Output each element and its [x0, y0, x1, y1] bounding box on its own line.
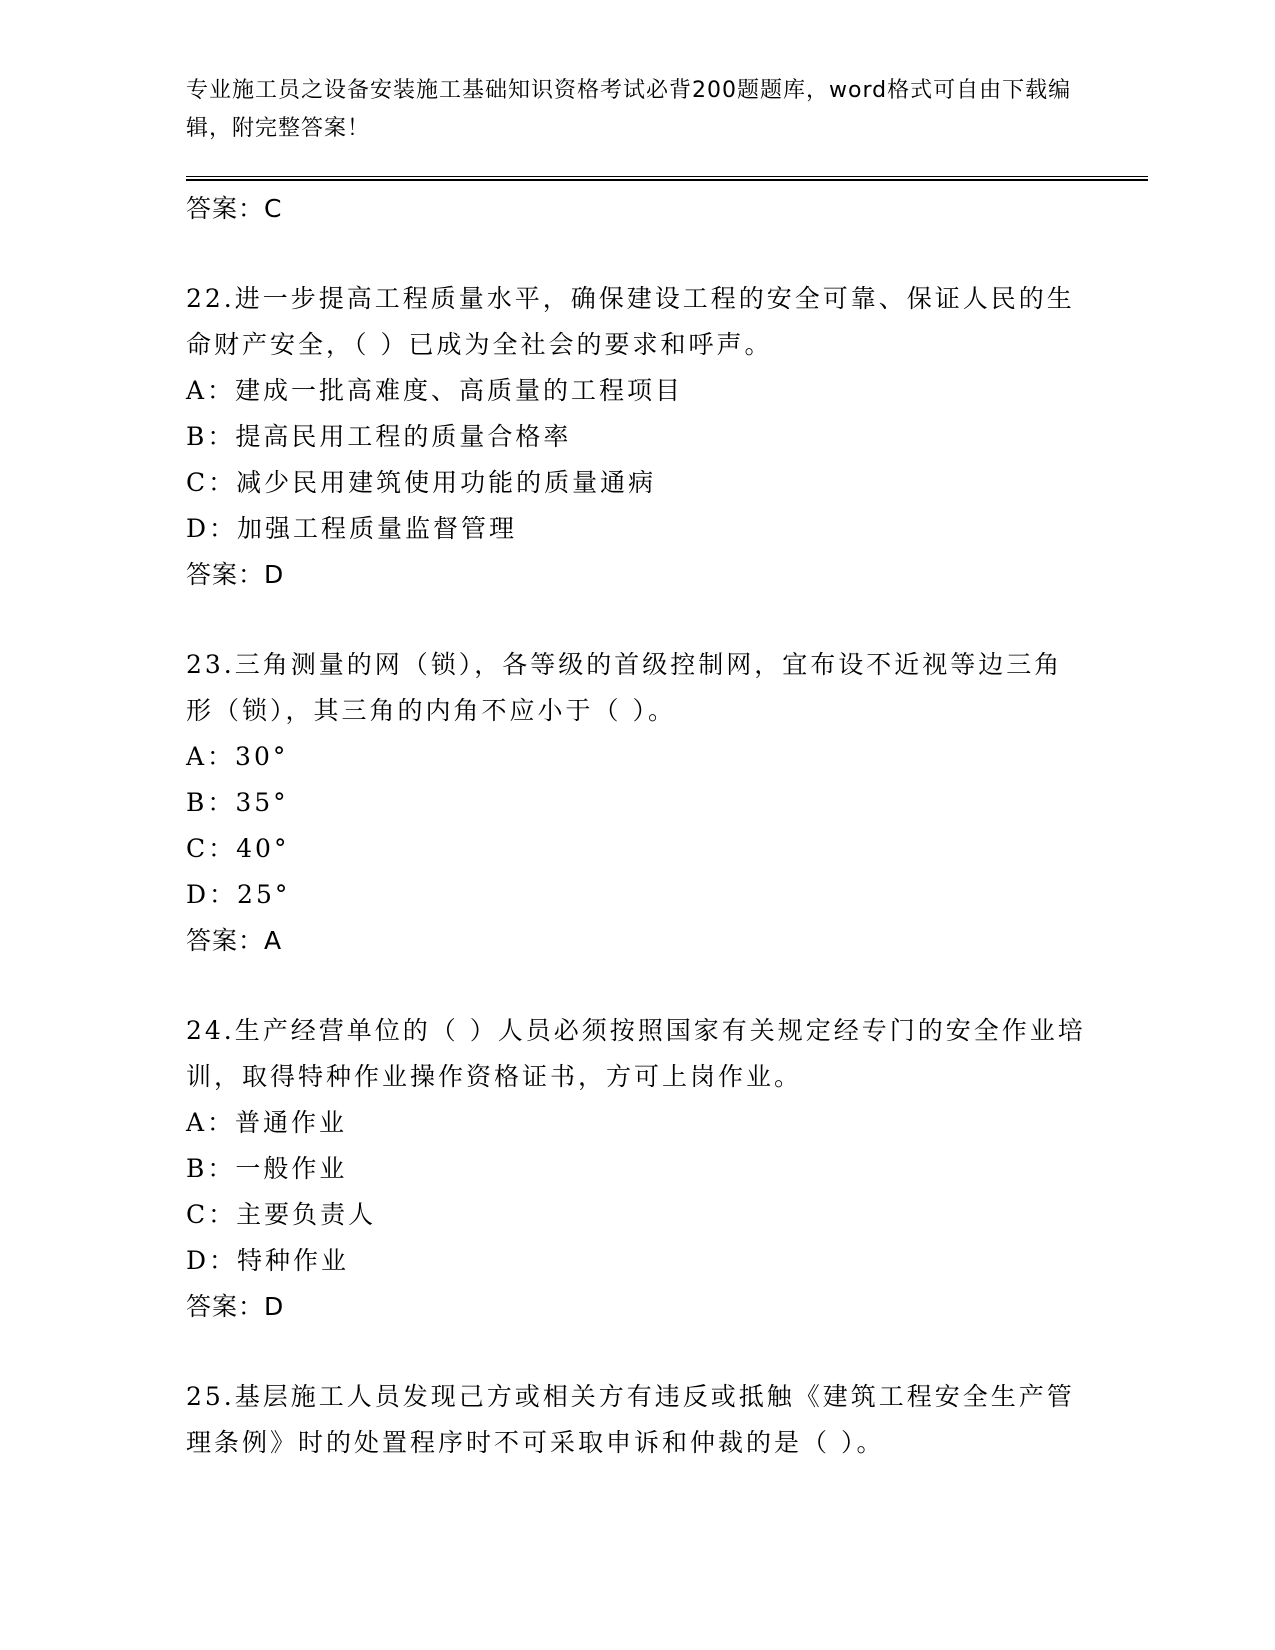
option-a: A：30° [186, 742, 289, 771]
question-block [186, 1008, 1086, 1330]
option-d: D：特种作业 [186, 1246, 350, 1275]
option-c: C：40° [186, 834, 290, 863]
question-block [186, 276, 1086, 598]
option-c: C：主要负责人 [186, 1200, 377, 1229]
question-text: 23.三角测量的网（锁），各等级的首级控制网，宜布设不近视等边三角形（锁），其三角的内角不应小于（ ）。 [186, 650, 1063, 725]
option-c: C：减少民用建筑使用功能的质量通病 [186, 468, 657, 497]
question-block [186, 642, 1086, 964]
question-text: 24.生产经营单位的（ ）人员必须按照国家有关规定经专门的安全作业培训，取得特种作业操作资格证书，方可上岗作业。 [186, 1016, 1086, 1091]
option-b: B：提高民用工程的质量合格率 [186, 422, 572, 451]
question-text: 22.进一步提高工程质量水平，确保建设工程的安全可靠、保证人民的生命财产安全，（ ）已成为全社会的要求和呼声。 [186, 284, 1075, 359]
answer-line: 答案：A [186, 926, 283, 955]
answer-line: 答案：C [186, 194, 283, 223]
question-block [186, 1374, 1086, 1466]
header-divider [186, 176, 1148, 181]
answer-line: 答案：D [186, 560, 285, 589]
option-a: A：普通作业 [186, 1108, 348, 1137]
option-d: D：25° [186, 880, 291, 909]
option-b: B：35° [186, 788, 289, 817]
document-body [186, 186, 1086, 1466]
answer-line: 答案：D [186, 1292, 285, 1321]
option-d: D：加强工程质量监督管理 [186, 514, 518, 543]
document-header: 专业施工员之设备安装施工基础知识资格考试必背200题题库，word格式可自由下载编辑，附完整答案！ [186, 78, 1072, 141]
question-text: 25.基层施工人员发现己方或相关方有违反或抵触《建筑工程安全生产管理条例》时的处置程序时不可采取申诉和仲裁的是（ ）。 [186, 1382, 1075, 1457]
option-a: A：建成一批高难度、高质量的工程项目 [186, 376, 684, 405]
option-b: B：一般作业 [186, 1154, 348, 1183]
